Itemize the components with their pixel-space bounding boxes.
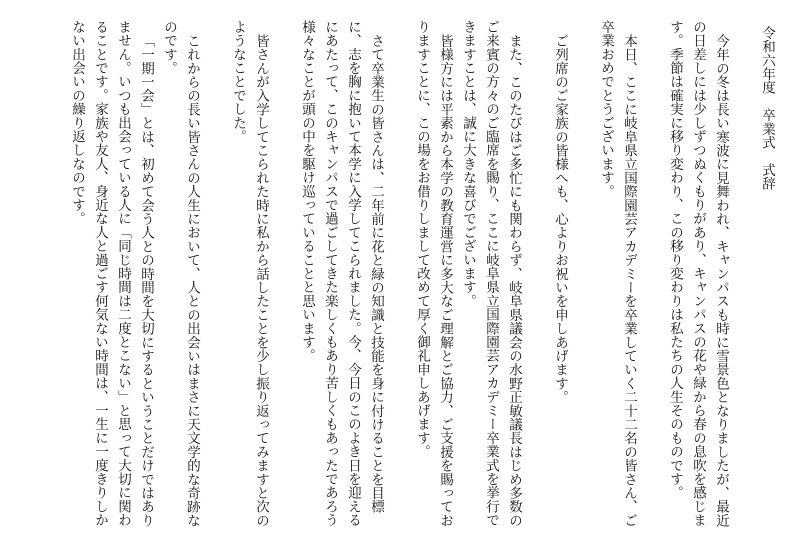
paragraph-3: ご列席のご家族の皆様へも、心よりお祝いを申しあげます。 <box>552 33 568 404</box>
paragraph-5: 皆様方には平素から本学の教育運営に多大なご理解とご協力、ご支援を賜っておりますことに、この場をお借りしまして改めて厚く御礼申しあげます。 <box>414 20 453 527</box>
paragraph-8: これからの長い皆さんの人生において、人との出会いはまさに天文学的な奇跡なのです。 <box>161 20 200 527</box>
spacer <box>525 20 548 540</box>
spacer <box>571 20 594 540</box>
paragraph-1: 今年の冬は長い寒波に見舞われ、キャンパスも時に雪景色となりましたが、最近の日差しには少しずつぬくもりがあり、キャンパスの花や緑から春の息吹を感じます。季節は確実に移り変わり、この移り変わりは私たちの人生そのものです。 <box>667 20 729 527</box>
spacer <box>640 20 663 540</box>
spacer <box>203 20 226 540</box>
spacer <box>732 20 755 540</box>
document-title: 令和六年度 卒業式 式辞 <box>759 26 775 191</box>
paragraph-7: 皆さんが入学してこられた時に私から話したことを少し振り返ってみますと次のようなことでした。 <box>230 20 269 527</box>
paragraph-9: 「一期一会」とは、初めて会う人との時間を大切にするということだけではありません。いつも出会っている人に「同じ時間は二度とこない」と思って大切に関わることです。家族や友人、身近な人と過ごす何気ない時間は、一生に一度きりしかない出会いの繰り返しなのです。 <box>69 20 154 527</box>
spacer <box>272 20 295 540</box>
paragraph-6: さて卒業生の皆さんは、二年前に花と緑の知識と技能を身に付けることを目標に、志を胸に抱いて本学に入学してこられました。今、今日のこのよき日を迎えるにあたって、このキャンパスで過ごしてきた楽しくもあり苦しくもあったであろう様々なことが頭の中を駆け巡っていることと思います。 <box>299 20 384 527</box>
paragraph-2: 本日、ここに岐阜県立国際園芸アカデミーを卒業していく二十二名の皆さん、ご卒業おめでとうございます。 <box>598 20 637 527</box>
vertical-text-body <box>65 20 778 540</box>
spacer <box>387 20 410 540</box>
paragraph-4: また、このたびはご多忙にも関わらず、岐阜県議会の水野正敏議長はじめ多数のご来賓の方々のご臨席を賜り、ここに岐阜県立国際園芸アカデミー卒業式を挙行できますことは、誠に大きな喜びでございます。 <box>460 20 522 527</box>
